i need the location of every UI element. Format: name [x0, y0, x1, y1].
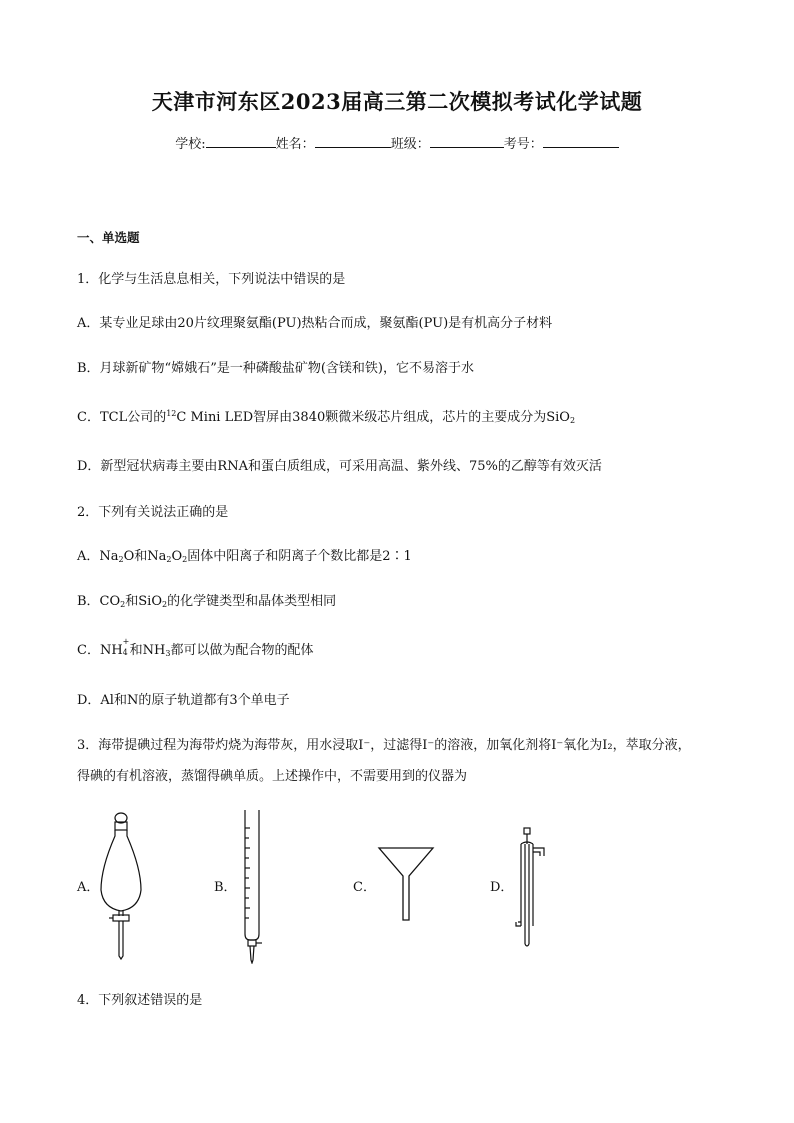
question-1-option-c: C．TCL公司的$^{12}$C Mini LED智屏由3840颗微米级芯片组成，芯片的主要成分为SiO$_2$	[77, 409, 576, 425]
question-3-line-2: 得碘的有机溶液，蒸馏得碘单质。上述操作中，不需要用到的仪器为	[77, 769, 468, 784]
page-title: 天津市河东区2023届高三第二次模拟考试化学试题	[151, 89, 643, 114]
name-label: 姓名：	[275, 137, 315, 152]
question-1-stem: 1．化学与生活息息相关，下列说法中错误的是	[77, 272, 346, 287]
number-blank[interactable]	[543, 134, 619, 148]
option-c-label: C．	[353, 880, 376, 895]
funnel-icon	[377, 846, 435, 924]
separatory-funnel-icon	[95, 808, 155, 963]
class-label: 班级：	[390, 137, 430, 152]
school-label: 学校:	[175, 137, 206, 152]
question-1-option-b: B．月球新矿物“嫦娥石”是一种磷酸盐矿物(含镁和铁)，它不易溶于水	[77, 361, 474, 376]
number-label: 考号：	[503, 137, 543, 152]
question-1-option-d: D．新型冠状病毒主要由RNA和蛋白质组成，可采用高温、紫外线、75%的乙醇等有效灭活	[77, 459, 602, 474]
name-blank[interactable]	[315, 134, 391, 148]
question-1-option-a: A．某专业足球由20片纹理聚氨酯(PU)热粘合而成，聚氨酯(PU)是有机高分子材料	[77, 316, 553, 331]
class-blank[interactable]	[430, 134, 504, 148]
school-blank[interactable]	[206, 134, 276, 148]
question-2-option-d: D．Al和N的原子轨道都有3个单电子	[77, 693, 290, 708]
question-3-line-1: 3．海带提碘过程为海带灼烧为海带灰，用水浸取I⁻，过滤得I⁻的溶液，加氧化剂将I⁻氧化为I₂，萃取分液，	[77, 738, 691, 753]
burette-icon	[236, 806, 270, 964]
option-b-label: B．	[214, 880, 237, 895]
option-a-label: A．	[77, 880, 100, 895]
question-2-stem: 2．下列有关说法正确的是	[77, 505, 229, 520]
section-heading: 一、单选题	[77, 230, 140, 245]
question-2-option-b: B．$CO_2$和SiO$_2$的化学键类型和晶体类型相同	[77, 594, 337, 609]
condenser-icon	[510, 826, 550, 952]
question-2-option-c: C．NH + 4 和$NH_3$都可以做为配合物的配体	[77, 637, 314, 658]
option-d-label: D．	[490, 880, 514, 895]
student-info-line	[0, 133, 794, 152]
question-2-option-a: A．$Na_2O$和$Na_2O_2$固体中阳离子和阴离子个数比都是2∶1	[77, 549, 412, 564]
question-4-stem: 4．下列叙述错误的是	[77, 993, 203, 1008]
